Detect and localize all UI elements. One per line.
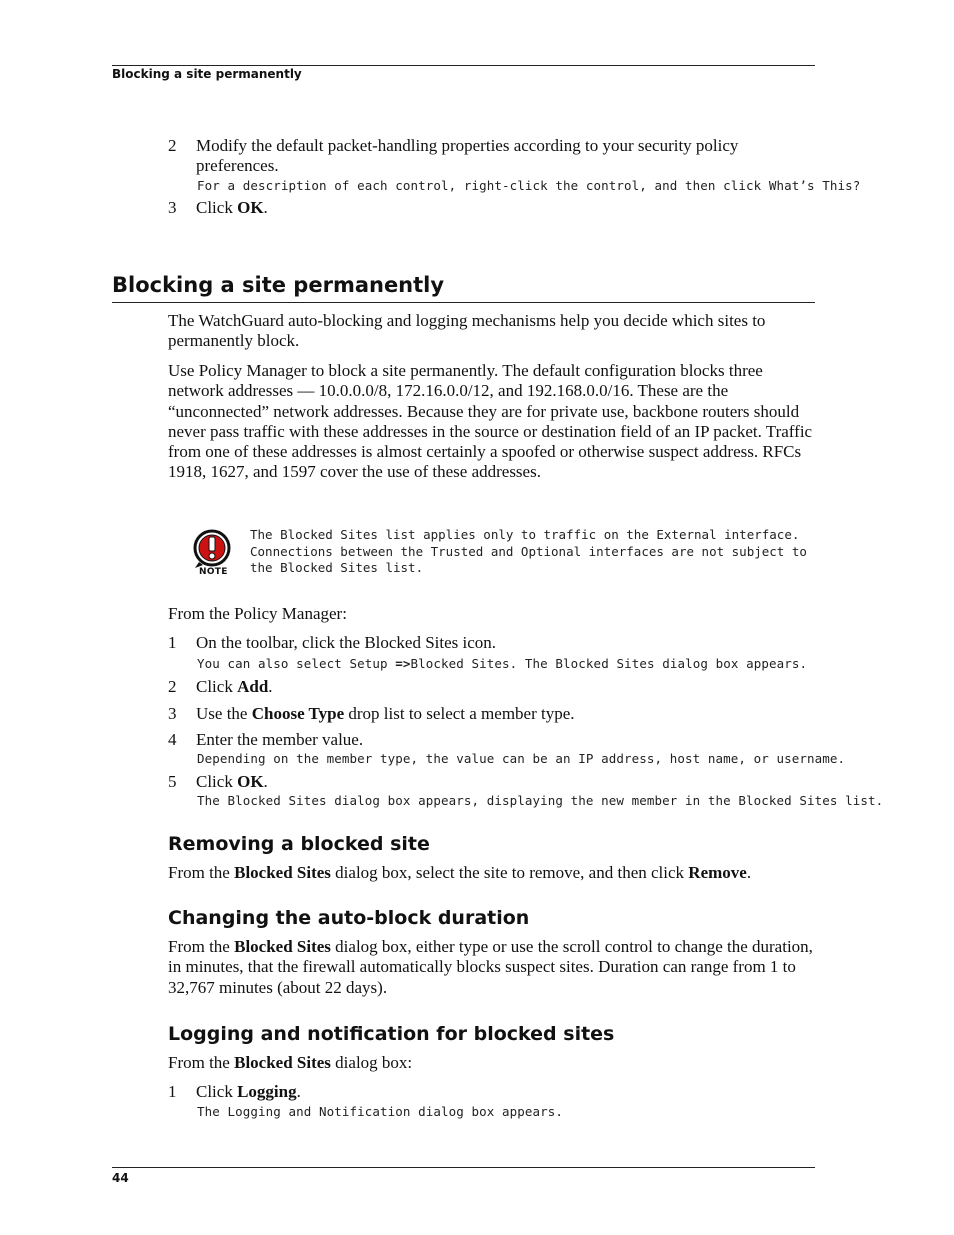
note-line-2: Connections between the Trusted and Optional interfaces are not subject to — [250, 543, 807, 559]
step-number: 3 — [168, 704, 177, 723]
step-number: 2 — [168, 136, 177, 155]
logging-step-1 — [168, 1082, 301, 1102]
step-4-note: Depending on the member type, the value can be an IP address, host name, or username. — [197, 751, 846, 766]
step-1-note-post: Blocked Sites. The Blocked Sites dialog box appears. — [410, 656, 808, 671]
step-text-pre: Use the — [196, 704, 252, 723]
duration-para — [168, 937, 816, 998]
add-label: Add — [237, 677, 269, 696]
step-3 — [168, 704, 575, 724]
header-rule — [112, 65, 815, 66]
blocked-sites-label: Blocked Sites — [234, 1053, 331, 1072]
intro-step-2-note: For a description of each control, right-click the control, and then click What’s This? — [197, 178, 861, 193]
step-text-post: . — [263, 772, 268, 791]
step-text-pre: Click — [196, 772, 238, 791]
intro-step-2 — [168, 136, 196, 156]
step-number: 4 — [168, 730, 177, 749]
logging-step-1-note: The Logging and Notification dialog box appears. — [197, 1104, 564, 1119]
step-number: 5 — [168, 772, 177, 791]
step-4 — [168, 730, 363, 750]
duration-post: dialog box, either type or use the scroll control to change the duration, in minutes, that the firewall automatically blocks suspect sites. Duration can range from 1 to 32,767 minutes (about 22 days). — [168, 937, 813, 997]
step-text-post: . — [296, 1082, 301, 1101]
step-5-note: The Blocked Sites dialog box appears, displaying the new member in the Blocked Sites list. — [197, 793, 884, 808]
section-rule — [112, 302, 815, 303]
from-policy-manager: From the Policy Manager: — [168, 604, 347, 623]
note-line-1: The Blocked Sites list applies only to traffic on the External interface. — [250, 527, 800, 542]
step-number: 1 — [168, 633, 177, 652]
remove-label: Remove — [688, 863, 747, 882]
section-title: Blocking a site permanently — [112, 273, 445, 297]
ok-label: OK — [237, 198, 264, 217]
step-text-post: drop list to select a member type. — [344, 704, 575, 723]
ok-label: OK — [237, 772, 264, 791]
removing-title: Removing a blocked site — [168, 833, 430, 855]
step-number: 2 — [168, 677, 177, 696]
logging-post: dialog box: — [330, 1053, 413, 1072]
step-text-pre: Click — [196, 677, 238, 696]
step-text: Enter the member value. — [196, 730, 364, 749]
blocked-sites-label: Blocked Sites — [234, 937, 331, 956]
footer-rule — [112, 1167, 815, 1168]
note-icon — [192, 528, 234, 578]
step-text-pre: Click — [196, 198, 238, 217]
section-para-2: Use Policy Manager to block a site permanently. The default configuration blocks three network addresses — 10.0.0.0/8, 172.16.0.0/12, and 192.168.0.0/16. These are the “unconnected” network addresses. Because they are for private use, backbone routers should never pass traffic with these addresses in the source or destination field of an IP packet. Traffic from one of these addresses is almost certainly a spoofed or otherwise suspect address. RFCs 1918, 1627, and 1597 cover the use of these addresses. — [168, 361, 813, 482]
removing-pre: From the — [168, 863, 235, 882]
menu-arrow: => — [395, 656, 411, 671]
intro-step-3 — [168, 198, 268, 218]
step-text: On the toolbar, click the Blocked Sites icon. — [196, 633, 497, 652]
note-text — [250, 527, 807, 577]
step-number: 3 — [168, 198, 177, 217]
removing-post: . — [746, 863, 752, 882]
step-1-note — [197, 656, 807, 672]
step-text-pre: Click — [196, 1082, 238, 1101]
logging-para — [168, 1053, 816, 1073]
removing-mid: dialog box, select the site to remove, and then click — [330, 863, 689, 882]
duration-pre: From the — [168, 937, 235, 956]
note-line-3: the Blocked Sites list. — [250, 560, 424, 575]
logging-title: Logging and notification for blocked sites — [168, 1023, 615, 1045]
choose-type-label: Choose Type — [251, 704, 345, 723]
page-number: 44 — [112, 1171, 129, 1185]
logging-label: Logging — [237, 1082, 297, 1101]
step-text-post: . — [263, 198, 268, 217]
step-2 — [168, 677, 273, 697]
removing-para — [168, 863, 816, 883]
section-para-1: The WatchGuard auto-blocking and logging mechanisms help you decide which sites to permanently block. — [168, 311, 766, 351]
logging-pre: From the — [168, 1053, 235, 1072]
blocked-sites-label: Blocked Sites — [234, 863, 331, 882]
step-5 — [168, 772, 268, 792]
note-icon-label: NOTE — [199, 567, 228, 577]
step-1-note-pre: You can also select Setup — [197, 656, 396, 671]
step-1 — [168, 633, 496, 653]
step-text-post: . — [268, 677, 273, 696]
running-head: Blocking a site permanently — [112, 67, 302, 81]
intro-step-2-text: Modify the default packet-handling properties according to your security policy preferences. — [196, 136, 739, 175]
step-number: 1 — [168, 1082, 177, 1101]
duration-title: Changing the auto-block duration — [168, 907, 530, 929]
